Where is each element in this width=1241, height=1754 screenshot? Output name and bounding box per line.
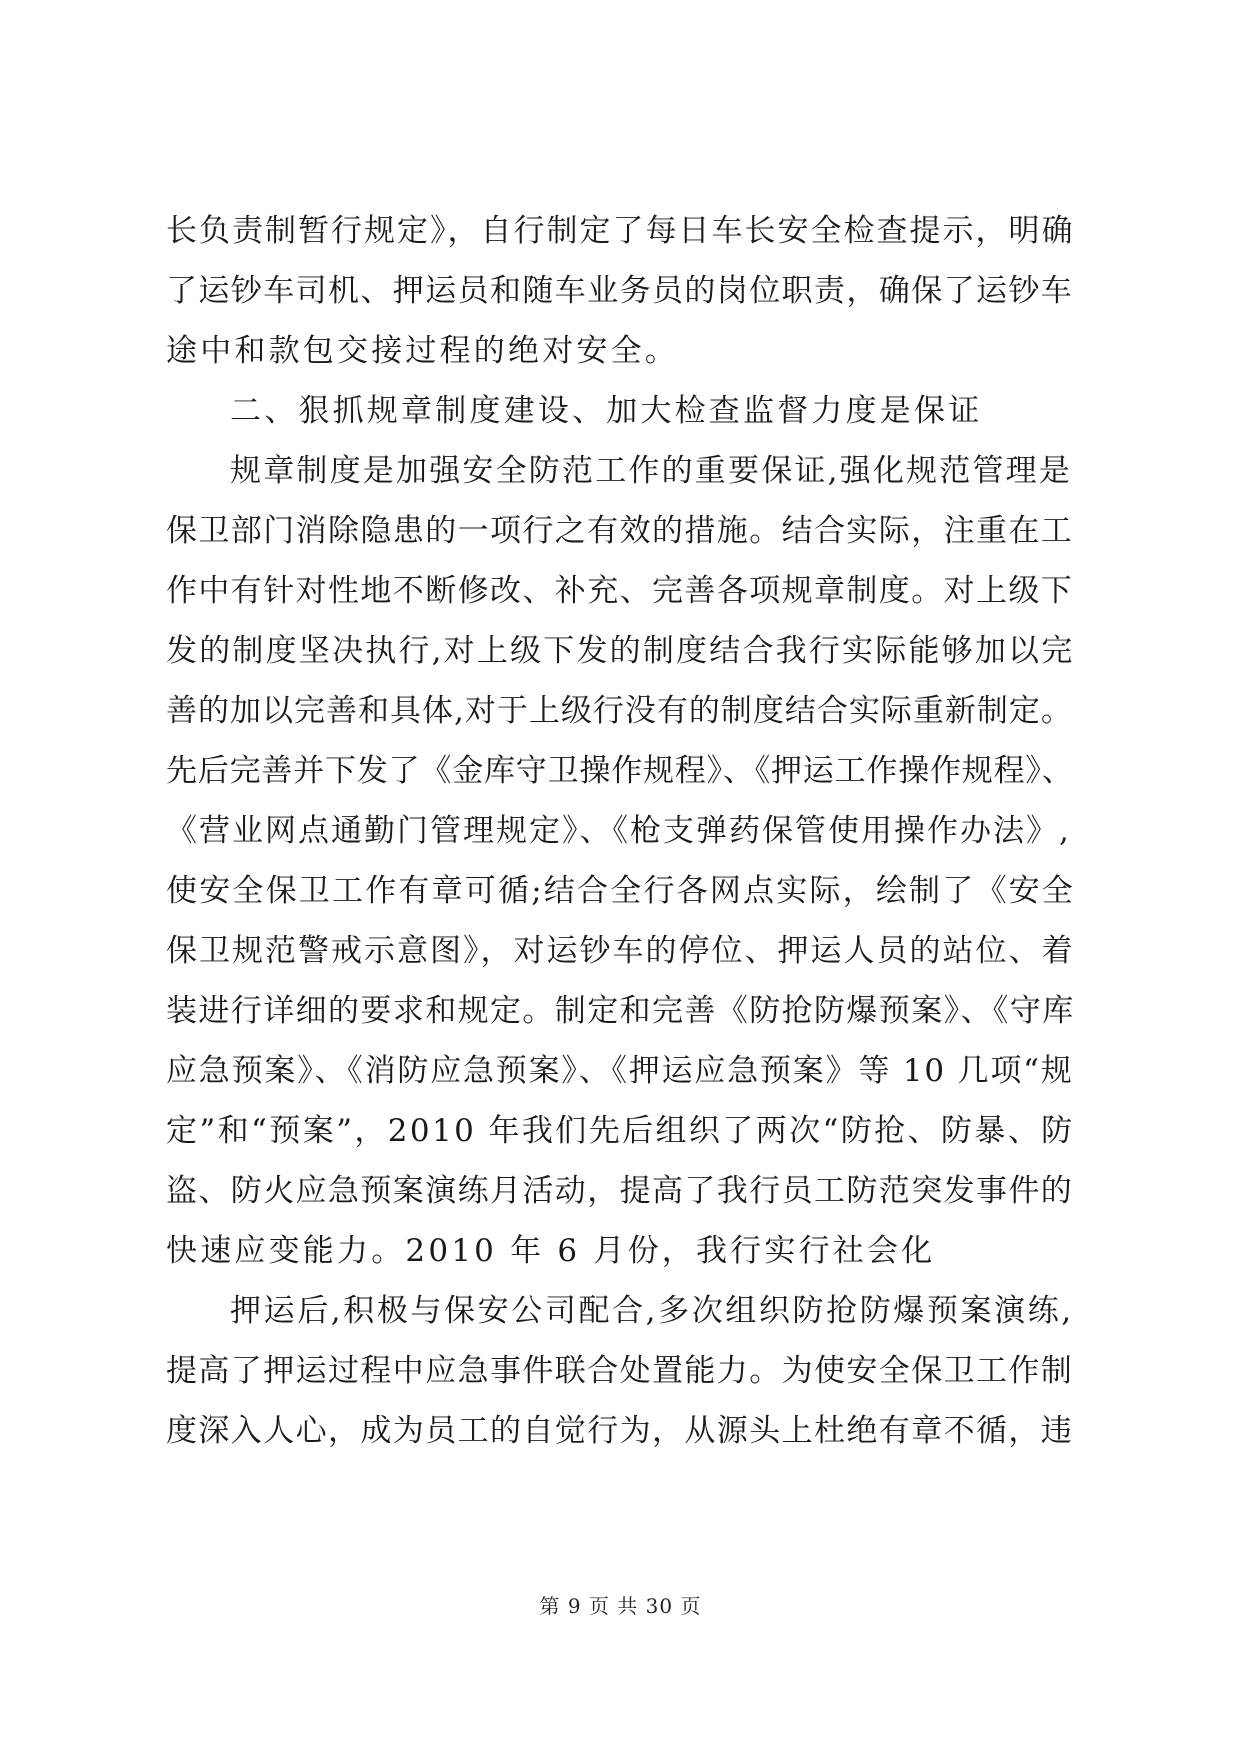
- text-line-3: 途中和款包交接过程的绝对安全。: [166, 333, 679, 369]
- text-line-10: 先后完善并下发了《金库守卫操作规程》、《押运工作操作规程》、: [166, 753, 1074, 789]
- text-line-8: 发的制度坚决执行,对上级下发的制度结合我行实际能够加以完: [166, 633, 1075, 669]
- section-heading: 二、狠抓规章制度建设、加大检查监督力度是保证: [230, 393, 983, 429]
- text-line-12: 使安全保卫工作有章可循;结合全行各网点实际，绘制了《安全: [166, 873, 1076, 909]
- text-line-11: 《营业网点通勤门管理规定》、《枪支弹药保管使用操作办法》,: [166, 813, 1071, 849]
- text-line-2: 了运钞车司机、押运员和随车业务员的岗位职责，确保了运钞车: [166, 273, 1074, 309]
- page-number-footer: 第 9 页 共 30 页: [539, 1594, 702, 1618]
- text-line-20: 提高了押运过程中应急事件联合处置能力。为使安全保卫工作制: [166, 1353, 1074, 1389]
- text-line-16: 定”和“预案”，2010 年我们先后组织了两次“防抢、防暴、防: [166, 1113, 1075, 1149]
- text-line-9: 善的加以完善和具体,对于上级行没有的制度结合实际重新制定。: [166, 693, 1073, 729]
- text-line-7: 作中有针对性地不断修改、补充、完善各项规章制度。对上级下: [166, 573, 1074, 609]
- text-line-17: 盗、防火应急预案演练月活动，提高了我行员工防范突发事件的: [166, 1173, 1074, 1209]
- text-line-18: 快速应变能力。2010 年 6 月份，我行实行社会化: [166, 1233, 936, 1269]
- text-line-6: 保卫部门消除隐患的一项行之有效的措施。结合实际，注重在工: [166, 513, 1074, 549]
- text-line-15: 应急预案》、《消防应急预案》、《押运应急预案》等 10 几项“规: [166, 1053, 1074, 1089]
- text-line-1: 长负责制暂行规定》，自行制定了每日车长安全检查提示，明确: [166, 213, 1075, 249]
- text-line-21: 度深入人心，成为员工的自觉行为，从源头上杜绝有章不循，违: [166, 1413, 1074, 1449]
- text-line-5: 规章制度是加强安全防范工作的重要保证,强化规范管理是: [230, 453, 1073, 489]
- text-line-19: 押运后,积极与保安公司配合,多次组织防抢防爆预案演练,: [230, 1293, 1074, 1329]
- text-line-14: 装进行详细的要求和规定。制定和完善《防抢防爆预案》、《守库: [166, 993, 1075, 1029]
- text-line-13: 保卫规范警戒示意图》，对运钞车的停位、押运人员的站位、着: [166, 933, 1075, 969]
